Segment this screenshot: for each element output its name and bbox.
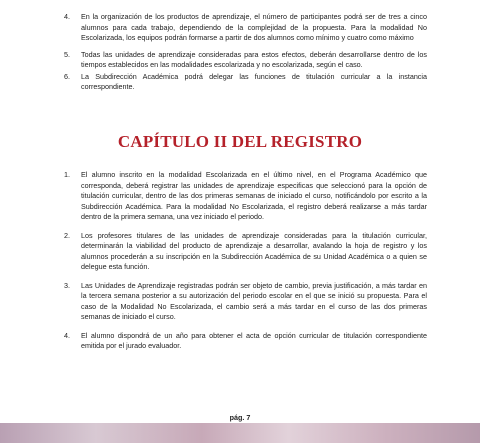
list-item: [64, 170, 427, 223]
list-item: [64, 280, 427, 323]
item-number: 4.: [64, 12, 70, 21]
footer-decorative-band: [0, 423, 480, 443]
numbered-list-continued: [64, 12, 427, 93]
item-text: El alumno dispondrá de un año para obtener el acta de opción curricular de titulación correspondiente emitida por el jurado evaluador.: [81, 330, 427, 350]
item-text: Los profesores titulares de las unidades de aprendizaje consideradas para la titulación curricular, determinarán la viabilidad del producto de aprendizaje a desarrollar, avalando la hoja de registro y los alumnos procederán a su inscripción en la Subdirección Académica de su Unidad Académica o a quien se delegue esta función.: [81, 230, 427, 271]
page-number: pág. 7: [229, 413, 251, 422]
item-text: La Subdirección Académica podrá delegar las funciones de titulación curricular a la instancia correspondiente.: [81, 71, 427, 91]
list-item: [64, 230, 427, 273]
list-item: [64, 330, 427, 352]
item-number: 5.: [64, 49, 70, 59]
item-number: 4.: [64, 330, 70, 340]
item-number: 1.: [64, 170, 70, 179]
registration-rules-list: [64, 170, 427, 352]
list-item: [64, 49, 427, 71]
item-number: 6.: [64, 71, 70, 81]
chapter-title: CAPÍTULO II DEL REGISTRO: [117, 132, 363, 151]
list-item: [64, 71, 427, 93]
item-text: En la organización de los productos de aprendizaje, el número de participantes podrá ser de tres a cinco alumnos para cada trabajo, dependiendo de la complejidad de la propuesta. Para la modalidad No Escolarizada, los equipos podrán formarse a partir de dos alumnos como mínimo y cuatro como máximo: [81, 12, 427, 42]
list-item: [64, 12, 427, 44]
item-text: El alumno inscrito en la modalidad Escolarizada en el último nivel, en el Programa Académico que corresponda, deberá registrar las unidades de aprendizaje especificas que seleccionó para la opción de titulación curricular, dentro de las dos primeras semanas de iniciado el curso, notificándolo por escrito a la Subdirección Académica. Para la modalidad No Escolarizada, el registro deberá realizarse a más tardar dentro de la primera semana, una vez iniciado el periodo.: [81, 170, 427, 221]
item-text: Todas las unidades de aprendizaje consideradas para estos efectos, deberán desarrollarse dentro de los tiempos establecidos en las modalidades escolarizada y no escolarizada, según el caso.: [81, 49, 427, 69]
item-number: 2.: [64, 230, 70, 240]
item-number: 3.: [64, 280, 70, 290]
item-text: Las Unidades de Aprendizaje registradas podrán ser objeto de cambio, previa justificación, a más tardar en la tercera semana posterior a su autorización del periodo escolar en el que se inició su propuesta. Para el caso de la Modalidad No Escolarizada, el cambio será a más tardar en el curso de las dos primeras semanas de iniciado el curso.: [81, 280, 427, 321]
